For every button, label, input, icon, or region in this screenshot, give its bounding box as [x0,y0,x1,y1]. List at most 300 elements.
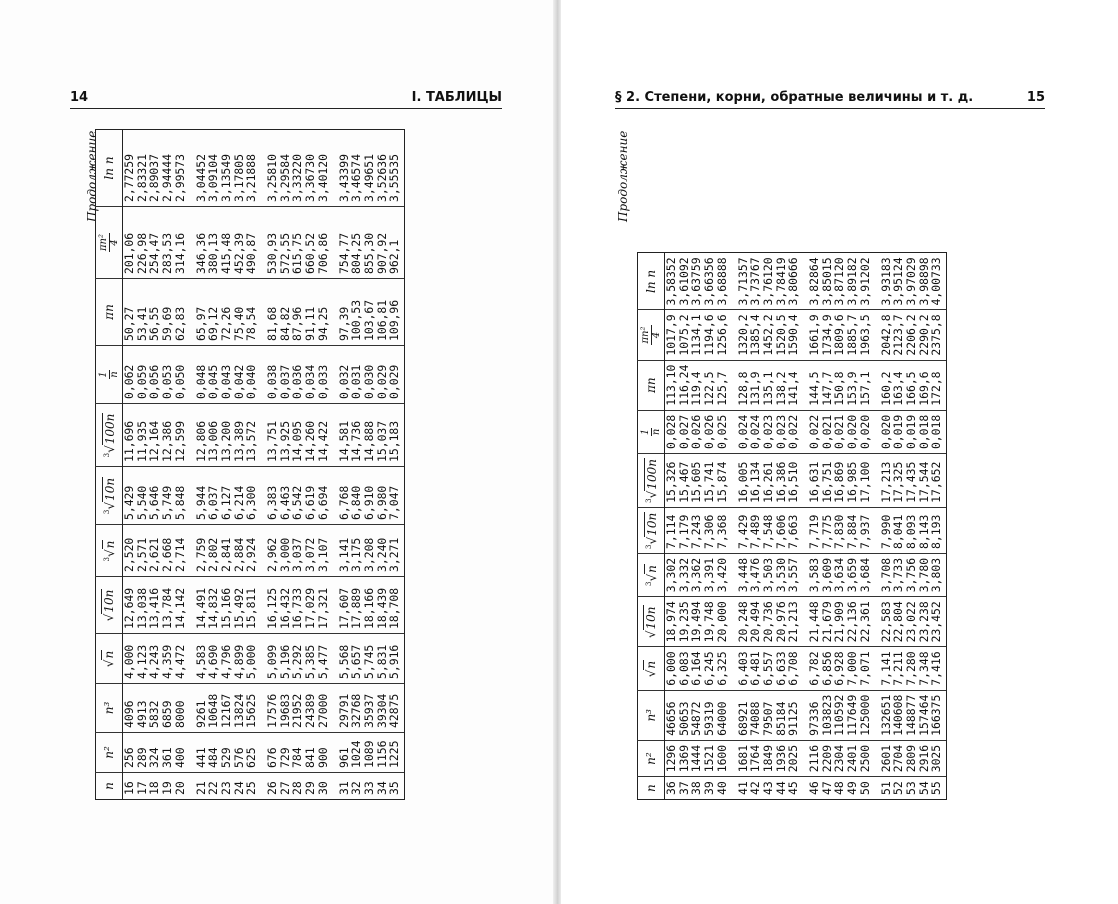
table-cell: 0,018 [918,410,931,453]
table-cell: 51 [872,777,893,800]
table-cell: 18,439 [376,577,389,634]
table-cell: 53 [905,777,918,800]
table-cell: 7,280 [905,647,918,690]
table-cell: 804,25 [350,207,363,279]
table-cell: 3,52636 [376,130,389,207]
table-cell: 0,023 [762,410,775,453]
table-cell: 7,429 [729,507,750,553]
table-cell: 18,974 [665,597,678,647]
table-cell: 0,020 [859,410,872,453]
table-cell: 19 [161,773,174,800]
table-cell: 117649 [846,690,859,740]
table-cell: 1369 [678,740,691,776]
table-cell: 289 [136,733,149,773]
table-cell: 62,83 [174,279,187,346]
table-cell: 59319 [703,690,716,740]
table-cell: 17,321 [317,577,330,634]
col-header-circle-area: πn² 4 [96,207,123,279]
left-page-number: 14 [70,90,89,105]
col-header-cbrt-100n: $^3$√100n [638,454,665,508]
table-cell: 12,164 [148,404,161,467]
table-row [136,130,149,800]
table-cell: 490,87 [245,207,258,279]
table-cell: 530,93 [258,207,279,279]
table-cell: 21,679 [821,597,834,647]
table-cell: 2,884 [233,525,246,577]
table-cell: 3,68888 [716,253,729,310]
table-cell: 2290,2 [918,310,931,360]
table-cell: 1075,2 [678,310,691,360]
table-cell: 15,605 [690,454,703,508]
table-cell: 2123,7 [892,310,905,360]
table-cell: 4,243 [148,634,161,684]
table-cell: 17,325 [892,454,905,508]
right-continued-label: Продолжение [616,130,630,222]
table-cell: 32 [350,773,363,800]
table-cell: 3,302 [665,553,678,596]
table-cell: 0,040 [245,346,258,404]
table-cell: 1661,9 [800,310,821,360]
col-header-reciprocal: 1 n [638,410,665,453]
table-cell: 24389 [304,684,317,733]
table-cell: 2,802 [207,525,220,577]
table-cell: 1156 [376,733,389,773]
table-cell: 4,472 [174,634,187,684]
table-cell: 3,175 [350,525,363,577]
table-cell: 160,2 [872,360,893,410]
table-cell: 1024 [350,733,363,773]
table-cell: 7,990 [872,507,893,553]
table-cell: 7,548 [762,507,775,553]
table-cell: 2,962 [258,525,279,577]
table-cell: 5,568 [330,634,351,684]
table-cell: 103823 [821,690,834,740]
table-cell: 2042,8 [872,310,893,360]
table-cell: 23,452 [930,597,946,647]
table-cell: 3,98898 [918,253,931,310]
table-cell: 3,503 [762,553,775,596]
table-cell: 3,80666 [787,253,800,310]
table-cell: 2375,8 [930,310,946,360]
table-cell: 22,361 [859,597,872,647]
table-cell: 148877 [905,690,918,740]
table-cell: 13,006 [207,404,220,467]
table-cell: 900 [317,733,330,773]
table-cell: 14,095 [291,404,304,467]
table-cell: 6,127 [220,467,233,525]
table-cell: 6,619 [304,467,317,525]
table-cell: 2500 [859,740,872,776]
table-row [872,253,893,800]
table-cell: 14,581 [330,404,351,467]
table-cell: 7,775 [821,507,834,553]
table-cell: 7,114 [665,507,678,553]
table-cell: 40 [716,777,729,800]
table-cell: 3,78419 [775,253,788,310]
table-cell: 6,856 [821,647,834,690]
table-cell: 6,300 [245,467,258,525]
table-cell: 36 [665,777,678,800]
table-cell: 2,77259 [123,130,136,207]
table-cell: 13,925 [279,404,292,467]
table-cell: 400 [174,733,187,773]
table-cell: 7,243 [690,507,703,553]
table-cell: 256 [123,733,136,773]
table-cell: 22,804 [892,597,905,647]
table-cell: 27 [279,773,292,800]
col-header-n: n [96,773,123,800]
table-cell: 91125 [787,690,800,740]
table-cell: 22,583 [872,597,893,647]
table-cell: 2401 [846,740,859,776]
table-row [174,130,187,800]
table-cell: 3,756 [905,553,918,596]
table-cell: 12167 [220,684,233,733]
table-cell: 32768 [350,684,363,733]
table-cell: 2704 [892,740,905,776]
table-cell: 16,751 [821,454,834,508]
table-cell: 2206,2 [905,310,918,360]
table-row [703,253,716,800]
table-cell: 153,9 [846,360,859,410]
table-cell: 41 [729,777,750,800]
table-cell: 4,690 [207,634,220,684]
table-cell: 3,17805 [233,130,246,207]
table-cell: 22,136 [846,597,859,647]
table-cell: 6,083 [678,647,691,690]
table-cell: 3,09104 [207,130,220,207]
table-cell: 20 [174,773,187,800]
table-cell: 3,476 [749,553,762,596]
table-cell: 16,631 [800,454,821,508]
table-row [905,253,918,800]
col-header-reciprocal: 1 n [96,346,123,404]
table-cell: 3,93183 [872,253,893,310]
table-cell: 6,910 [363,467,376,525]
table-cell: 0,037 [279,346,292,404]
table-cell: 706,86 [317,207,330,279]
table-cell: 1936 [775,740,788,776]
table-cell: 100,53 [350,279,363,346]
table-cell: 676 [258,733,279,773]
table-cell: 20,000 [716,597,729,647]
table-cell: 94,25 [317,279,330,346]
table-cell: 2809 [905,740,918,776]
table-cell: 13,416 [148,577,161,634]
table-row [787,253,800,800]
table-cell: 17,435 [905,454,918,508]
col-header-n: n [638,777,665,800]
table-cell: 65,97 [187,279,208,346]
table-row [729,253,750,800]
col-header-cbrt-10n: $^3$√10n [96,467,123,525]
table-cell: 4,899 [233,634,246,684]
table-cell: 2,571 [136,525,149,577]
table-cell: 3,55535 [388,130,404,207]
table-cell: 3,733 [892,553,905,596]
table-cell: 254,47 [148,207,161,279]
table-cell: 0,042 [233,346,246,404]
table-cell: 11,935 [136,404,149,467]
table-cell: 3,072 [304,525,317,577]
table-cell: 346,36 [187,207,208,279]
table-cell: 157,1 [859,360,872,410]
table-cell: 13,038 [136,577,149,634]
table-cell: 18,166 [363,577,376,634]
table-cell: 19683 [279,684,292,733]
table-cell: 172,8 [930,360,946,410]
table-cell: 15,326 [665,454,678,508]
table-cell: 163,4 [892,360,905,410]
table-cell: 42875 [388,684,404,733]
table-cell: 3,95124 [892,253,905,310]
table-cell: 59,69 [161,279,174,346]
table-cell: 0,026 [690,410,703,453]
table-cell: 166,5 [905,360,918,410]
table-cell: 3,40120 [317,130,330,207]
table-row [245,130,258,800]
table-cell: 44 [775,777,788,800]
table-cell: 157464 [918,690,931,740]
right-number-table [637,252,947,800]
table-cell: 45 [787,777,800,800]
table-cell: 169,6 [918,360,931,410]
table-cell: 72,26 [220,279,233,346]
table-cell: 16,125 [258,577,279,634]
table-cell: 3,557 [787,553,800,596]
table-cell: 0,027 [678,410,691,453]
table-cell: 5,749 [161,467,174,525]
table-cell: 21,213 [787,597,800,647]
table-cell: 68921 [729,690,750,740]
table-row [846,253,859,800]
table-cell: 3,634 [833,553,846,596]
table-cell: 6,164 [690,647,703,690]
right-page-number: 15 [1026,90,1045,105]
table-cell: 3,583 [800,553,821,596]
table-cell: 16,134 [749,454,762,508]
table-cell: 6859 [161,684,174,733]
table-cell: 3,87120 [833,253,846,310]
table-cell: 17,029 [304,577,317,634]
table-cell: 3,13549 [220,130,233,207]
table-cell: 3,04452 [187,130,208,207]
table-cell: 85184 [775,690,788,740]
table-cell: 147,7 [821,360,834,410]
table-cell: 110592 [833,690,846,740]
table-cell: 26 [258,773,279,800]
table-cell: 16,510 [787,454,800,508]
table-cell: 17,607 [330,577,351,634]
table-cell: 138,2 [775,360,788,410]
table-cell: 1600 [716,740,729,776]
table-cell: 21,909 [833,597,846,647]
left-continued-label: Продолжение [85,130,99,222]
table-cell: 7,884 [846,507,859,553]
table-cell: 3,208 [363,525,376,577]
table-cell: 3,659 [846,553,859,596]
table-row [187,130,208,800]
table-cell: 5,944 [187,467,208,525]
col-header-sqrt-10n: √10n [638,597,665,647]
table-cell: 5,540 [136,467,149,525]
table-row [258,130,279,800]
table-cell: 106,81 [376,279,389,346]
table-cell: 35937 [363,684,376,733]
table-cell: 0,050 [174,346,187,404]
left-table-rotated [95,129,405,800]
table-cell: 3,46574 [350,130,363,207]
table-cell: 2916 [918,740,931,776]
left-running-head [70,90,502,109]
table-cell: 6,928 [833,647,846,690]
table-cell: 7,830 [833,507,846,553]
table-cell: 1681 [729,740,750,776]
table-cell: 12,599 [174,404,187,467]
table-cell: 1885,7 [846,310,859,360]
table-cell: 20,248 [729,597,750,647]
table-cell: 4,583 [187,634,208,684]
table-cell: 122,5 [703,360,716,410]
table-cell: 97336 [800,690,821,740]
table-cell: 1320,2 [729,310,750,360]
right-running-head [615,90,1045,109]
book-gutter [553,0,561,904]
table-cell: 6,840 [350,467,363,525]
table-cell: 4,00733 [930,253,946,310]
table-cell: 5,657 [350,634,363,684]
table-row [123,130,136,800]
table-cell: 150,8 [833,360,846,410]
table-cell: 39 [703,777,716,800]
table-cell: 3,43399 [330,130,351,207]
table-cell: 3,000 [279,525,292,577]
table-cell: 3,21888 [245,130,258,207]
table-cell: 5,000 [245,634,258,684]
table-cell: 2,99573 [174,130,187,207]
table-cell: 0,033 [317,346,330,404]
table-cell: 50653 [678,690,691,740]
table-cell: 0,030 [363,346,376,404]
table-cell: 6,325 [716,647,729,690]
table-cell: 21952 [291,684,304,733]
table-cell: 16,733 [291,577,304,634]
table-cell: 140608 [892,690,905,740]
table-cell: 3,89182 [846,253,859,310]
table-cell: 6,383 [258,467,279,525]
table-cell: 1444 [690,740,703,776]
table-cell: 75,40 [233,279,246,346]
table-cell: 87,96 [291,279,304,346]
table-cell: 6,542 [291,467,304,525]
table-cell: 0,045 [207,346,220,404]
table-cell: 8,193 [930,507,946,553]
table-cell: 3,780 [918,553,931,596]
table-cell: 3,530 [775,553,788,596]
table-cell: 0,024 [729,410,750,453]
table-cell: 0,028 [665,410,678,453]
table-cell: 103,67 [363,279,376,346]
table-row [716,253,729,800]
table-cell: 113,10 [665,360,678,410]
table-cell: 132651 [872,690,893,740]
table-cell: 13,200 [220,404,233,467]
table-cell: 452,39 [233,207,246,279]
table-cell: 2,89037 [148,130,161,207]
table-cell: 116,24 [678,360,691,410]
table-cell: 5,848 [174,467,187,525]
table-cell: 3,71357 [729,253,750,310]
table-cell: 13,784 [161,577,174,634]
right-table-rotated [637,252,947,800]
table-cell: 8,143 [918,507,931,553]
table-cell: 7,606 [775,507,788,553]
table-cell: 0,021 [833,410,846,453]
table-cell: 22 [207,773,220,800]
table-cell: 17576 [258,684,279,733]
table-cell: 484 [207,733,220,773]
table-cell: 11,696 [123,404,136,467]
table-cell: 0,059 [136,346,149,404]
table-cell: 125000 [859,690,872,740]
table-cell: 841 [304,733,317,773]
table-cell: 0,018 [930,410,946,453]
table-cell: 0,022 [800,410,821,453]
table-cell: 50 [859,777,872,800]
table-cell: 31 [330,773,351,800]
table-cell: 131,9 [749,360,762,410]
table-cell: 3,66356 [703,253,716,310]
table-cell: 3,684 [859,553,872,596]
table-cell: 572,55 [279,207,292,279]
table-cell: 17,544 [918,454,931,508]
table-cell: 12,806 [187,404,208,467]
table-cell: 15,811 [245,577,258,634]
table-row [388,130,404,800]
table-cell: 3,708 [872,553,893,596]
table-cell: 53,41 [136,279,149,346]
table-cell: 15,467 [678,454,691,508]
table-cell: 52 [892,777,905,800]
table-row [148,130,161,800]
table-cell: 43 [762,777,775,800]
table-cell: 7,141 [872,647,893,690]
table-cell: 17 [136,773,149,800]
table-cell: 4,796 [220,634,233,684]
table-cell: 1194,6 [703,310,716,360]
table-cell: 10648 [207,684,220,733]
table-cell: 0,023 [775,410,788,453]
table-cell: 24 [233,773,246,800]
table-cell: 119,4 [690,360,703,410]
table-cell: 6,980 [376,467,389,525]
table-cell: 29 [304,773,317,800]
table-cell: 529 [220,733,233,773]
table-cell: 14,142 [174,577,187,634]
left-number-table [95,129,405,800]
table-cell: 13,751 [258,404,279,467]
table-cell: 2,714 [174,525,187,577]
table-cell: 1734,9 [821,310,834,360]
col-header-ln-n: ln n [96,130,123,207]
table-cell: 1809,6 [833,310,846,360]
table-cell: 0,043 [220,346,233,404]
col-header-cbrt-100n: $^3$√100n [96,404,123,467]
table-cell: 226,98 [136,207,149,279]
table-cell: 1590,4 [787,310,800,360]
table-cell: 69,12 [207,279,220,346]
table-cell: 3,037 [291,525,304,577]
